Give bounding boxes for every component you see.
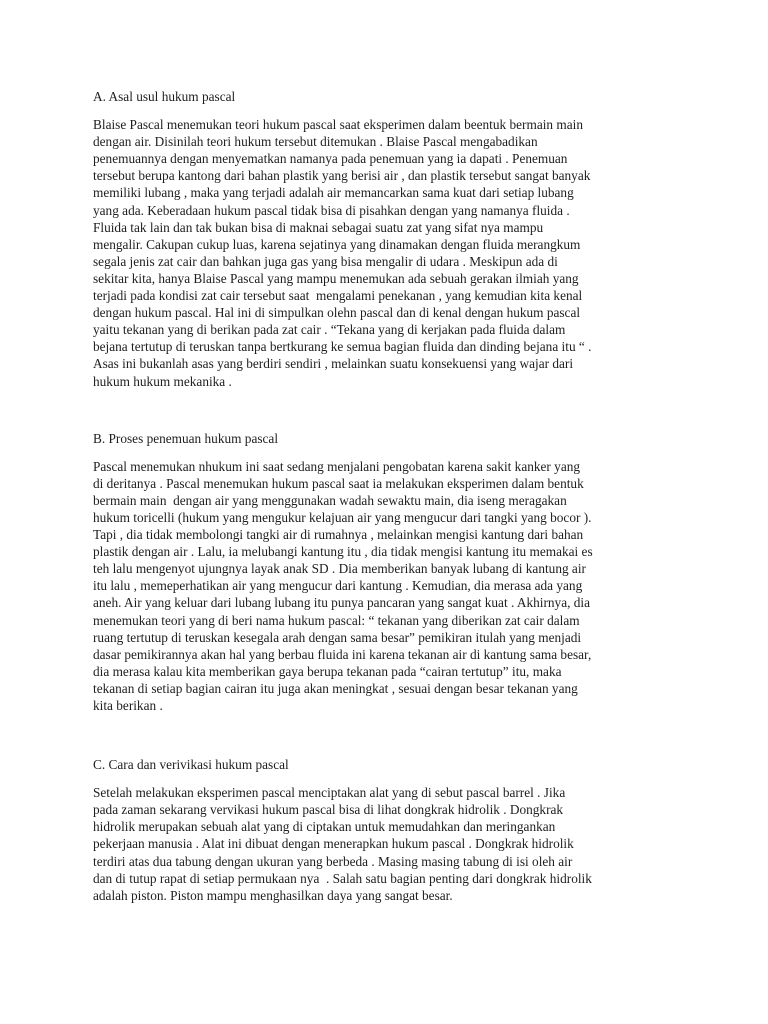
section-paragraph <box>93 784 653 904</box>
text-line: Setelah melakukan eksperimen pascal menciptakan alat yang di sebut pascal barrel . Jika <box>93 785 566 801</box>
text-line: tersebut berupa kantong dari bahan plastik yang berisi air , dan plastik tersebut sangat banyak <box>93 168 591 184</box>
text-line: di deritanya . Pascal menemukan hukum pascal saat ia melakukan eksperimen dalam bentuk <box>93 475 584 491</box>
text-line: Fluida tak lain dan tak bukan bisa di maknai sebagai suatu zat yang sifat nya mampu <box>93 219 544 235</box>
text-line: terjadi pada kondisi zat cair tersebut saat mengalami penekanan , yang kemudian kita kenal <box>93 288 583 304</box>
text-line: teh lalu mengenyot ujungnya layak anak SD . Dia memberikan banyak lubang di kantung air <box>93 561 586 577</box>
text-line: mengalir. Cakupan cukup luas, karena sejatinya yang dinamakan dengan fluida merangkum <box>93 236 581 252</box>
section-heading: A. Asal usul hukum pascal <box>93 89 236 104</box>
text-line: Pascal menemukan nhukum ini saat sedang menjalani pengobatan karena sakit kanker yang <box>93 458 581 474</box>
text-line: dan di tutup rapat di setiap permukaan nya . Salah satu bagian penting dari dongkrak hidrolik <box>93 870 592 886</box>
text-line: dia merasa kalau kita memberikan gaya berupa tekanan pada “cairan tertutup” itu, maka <box>93 663 562 679</box>
text-line: segala jenis zat cair dan bahkan juga gas yang bisa mengalir di udara . Meskipun ada di <box>93 253 558 269</box>
text-line: hukum hukum mekanika . <box>93 373 232 389</box>
text-line: itu lalu , memeperhatikan air yang mengucur dari kantung . Kemudian, dia merasa ada yang <box>93 578 583 594</box>
text-line: yang ada. Keberadaan hukum pascal tidak bisa di pisahkan dengan yang namanya fluida . <box>93 202 570 218</box>
text-line: terdiri atas dua tabung dengan ukuran yang berbeda . Masing masing tabung di isi oleh air <box>93 853 573 869</box>
text-line: bejana tertutup di teruskan tanpa bertkurang ke semua bagian fluida dan dinding bejana itu “ . <box>93 339 592 355</box>
text-line: memiliki lubang , maka yang terjadi adalah air memancarkan sama kuat dari setiap lubang <box>93 185 574 201</box>
text-line: Blaise Pascal menemukan teori hukum pascal saat eksperimen dalam beentuk bermain main <box>93 117 583 133</box>
document-page <box>93 88 653 904</box>
section-paragraph <box>93 116 653 390</box>
text-line: sekitar kita, hanya Blaise Pascal yang mampu menemukan ada sebuah gerakan ilmiah yang <box>93 270 579 286</box>
text-line: pekerjaan manusia . Alat ini dibuat dengan menerapkan hukum pascal . Dongkrak hidrolik <box>93 836 574 852</box>
section-heading: C. Cara dan verivikasi hukum pascal <box>93 757 289 773</box>
text-line: kita berikan . <box>93 698 163 713</box>
text-line: dengan air. Disinilah teori hukum tersebut ditemukan . Blaise Pascal mengabadikan <box>93 134 538 150</box>
section-cara-verivikasi <box>93 756 653 904</box>
text-line: dasar pemikirannya akan hal yang berbau fluida ini karena tekanan air di kantung sama besar, <box>93 646 592 662</box>
text-line: tekanan di setiap bagian cairan itu juga akan meningkat , sesuai dengan besar tekanan yang <box>93 680 578 696</box>
text-line: adalah piston. Piston mampu menghasilkan daya yang sangat besar. <box>93 887 453 903</box>
text-line: dengan hukum pascal. Hal ini di simpulkan olehn pascal dan di kenal dengan hukum pascal <box>93 305 581 321</box>
text-line: yaitu tekanan yang di berikan pada zat cair . “Tekana yang di kerjakan pada fluida dalam <box>93 322 566 338</box>
section-paragraph <box>93 458 653 714</box>
text-line: menemukan teori yang di beri nama hukum pascal: “ tekanan yang diberikan zat cair dalam <box>93 612 580 628</box>
text-line: aneh. Air yang keluar dari lubang lubang itu punya pancaran yang sangat kuat . Akhirnya, dia <box>93 595 591 611</box>
text-line: ruang tertutup di teruskan kesegala arah dengan sama besar” pemikiran itulah yang menjadi <box>93 629 582 645</box>
text-line: pada zaman sekarang vervikasi hukum pascal bisa di lihat dongkrak hidrolik . Dongkrak <box>93 802 564 818</box>
section-heading: B. Proses penemuan hukum pascal <box>93 430 279 446</box>
section-proses-penemuan <box>93 430 653 715</box>
text-line: bermain main dengan air yang menggunakan wadah sewaktu main, dia iseng meragakan <box>93 492 567 508</box>
section-asal-usul <box>93 88 653 390</box>
text-line: plastik dengan air . Lalu, ia melubangi kantung itu , dia tidak mengisi kantung itu memakai es <box>93 544 593 560</box>
text-line: Asas ini bukanlah asas yang berdiri sendiri , melainkan suatu konsekuensi yang wajar dari <box>93 356 574 372</box>
text-line: hukum toricelli (hukum yang mengukur kelajuan air yang mengucur dari tangki yang bocor ). <box>93 509 592 525</box>
text-line: penemuannya dengan menyematkan namanya pada penemuan yang ia dapati . Penemuan <box>93 151 568 167</box>
text-line: hidrolik merupakan sebuah alat yang di ciptakan untuk memudahkan dan meringankan <box>93 819 556 835</box>
text-line: Tapi , dia tidak membolongi tangki air di rumahnya , melainkan mengisi kantung dari bahan <box>93 527 584 543</box>
